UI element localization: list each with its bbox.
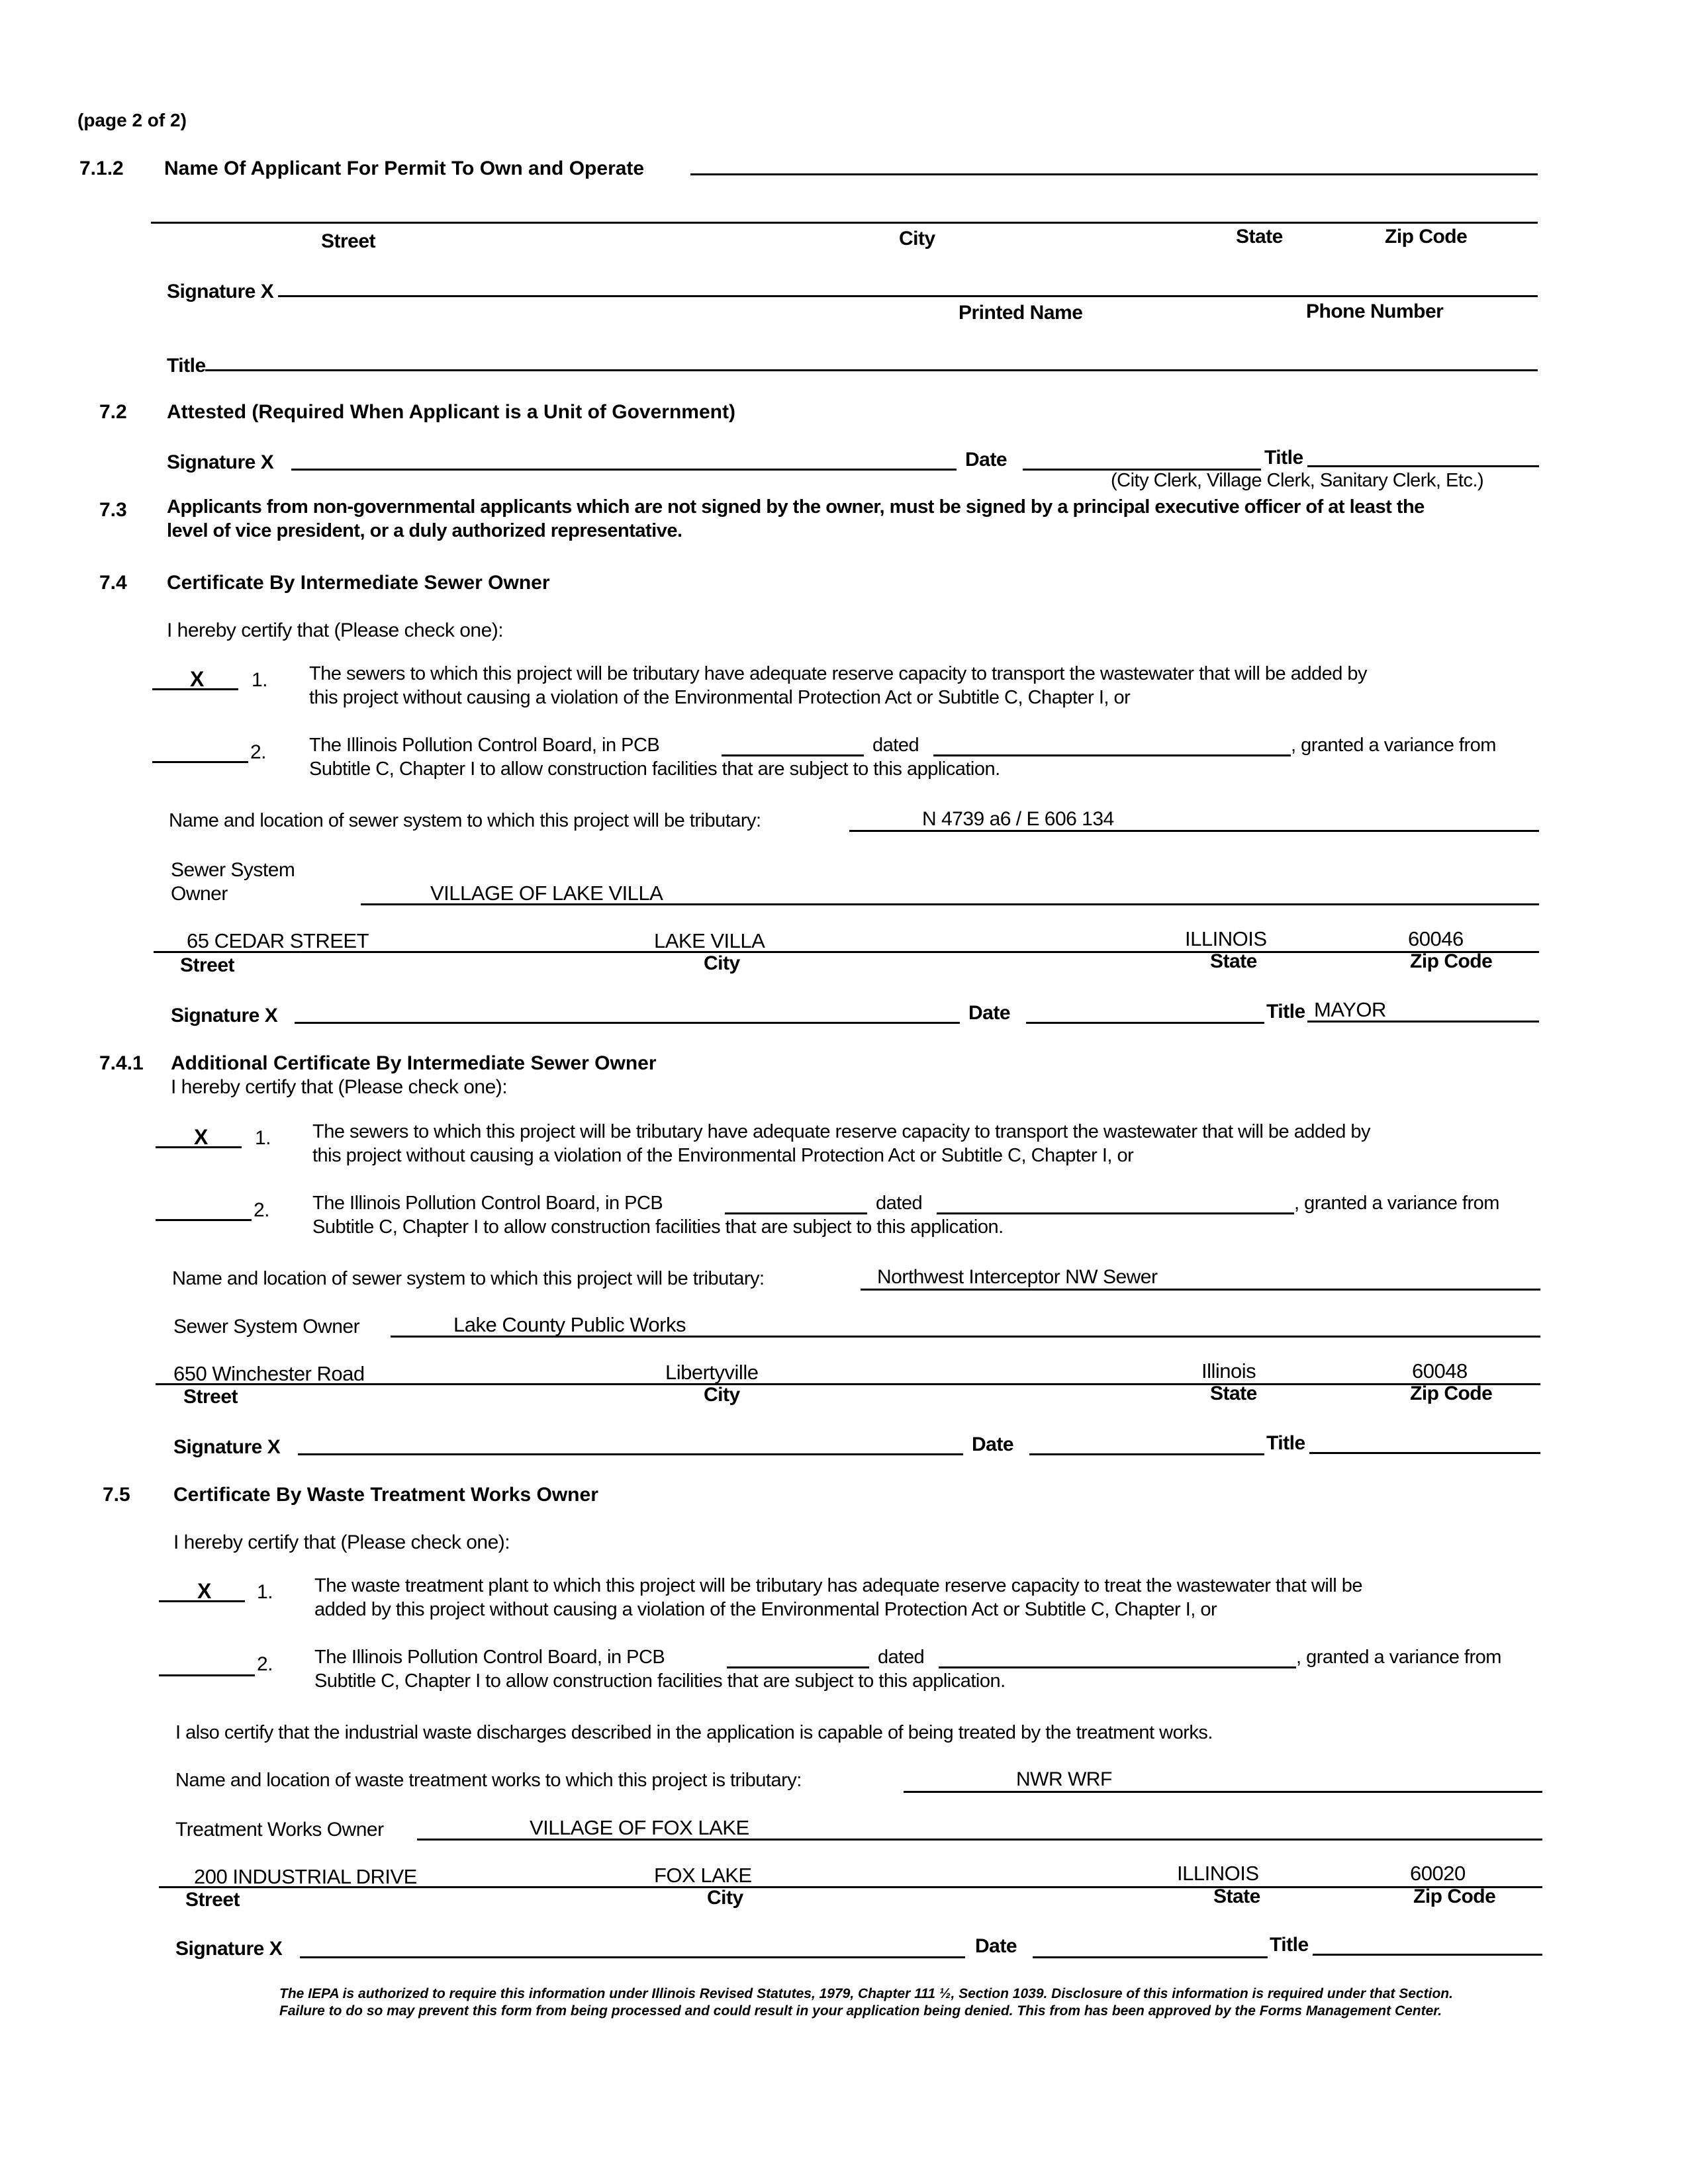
tributary-label: Name and location of sewer system to which this project will be tributary:	[172, 1268, 765, 1289]
zip-value[interactable]: 60046	[1408, 927, 1464, 950]
option2-dated-text: dated	[876, 1193, 923, 1214]
applicant-signature-line[interactable]	[278, 295, 1538, 297]
certify-instruction: I hereby certify that (Please check one):	[167, 619, 504, 641]
signature-label: Signature X	[167, 281, 274, 302]
signature-label: Signature X	[173, 1436, 281, 1458]
street-value[interactable]: 200 INDUSTRIAL DRIVE	[194, 1865, 417, 1888]
option1-text-line2: added by this project without causing a violation of the Environmental Protection Act or Subtitle C, Chapter I, or	[314, 1599, 1217, 1620]
certify-instruction: I hereby certify that (Please check one):	[173, 1531, 510, 1553]
zip-label: Zip Code	[1385, 226, 1468, 248]
section-number-7-2: 7.2	[99, 401, 127, 423]
pcb-date-line[interactable]	[937, 1212, 1294, 1214]
printed-name-label: Printed Name	[959, 302, 1083, 324]
treatment-works-line[interactable]	[904, 1791, 1542, 1793]
section-heading-7-4-1: Additional Certificate By Intermediate Sewer Owner	[171, 1052, 657, 1074]
street-label: Street	[183, 1386, 238, 1408]
state-label: State	[1210, 1383, 1257, 1404]
city-value[interactable]: Libertyville	[665, 1361, 759, 1384]
title-note: (City Clerk, Village Clerk, Sanitary Clerk, Etc.)	[1111, 470, 1484, 491]
signature-label: Signature X	[167, 451, 274, 473]
state-value[interactable]: Illinois	[1201, 1359, 1256, 1383]
treatment-works-value[interactable]: NWR WRF	[1016, 1768, 1112, 1790]
also-certify-text: I also certify that the industrial waste discharges described in the application is capable of being treated by the treatment works.	[175, 1722, 1213, 1743]
section-heading-7-5: Certificate By Waste Treatment Works Owner	[173, 1484, 598, 1506]
signature-label: Signature X	[175, 1938, 283, 1960]
option1-text-line1: The sewers to which this project will be tributary have adequate reserve capacity to transport the wastewater that will be added by	[309, 663, 1368, 684]
date-label: Date	[968, 1002, 1011, 1024]
pcb-date-line[interactable]	[933, 754, 1291, 756]
date-label: Date	[965, 449, 1008, 471]
applicant-title-line[interactable]	[205, 369, 1538, 371]
additional-owner-date-line[interactable]	[1029, 1453, 1264, 1455]
phone-number-label: Phone Number	[1306, 300, 1444, 322]
section-text-7-3-line2: level of vice president, or a duly authorized representative.	[167, 520, 682, 541]
section-heading-7-2: Attested (Required When Applicant is a Unit of Government)	[167, 401, 735, 423]
attested-signature-line[interactable]	[291, 469, 957, 471]
zip-value[interactable]: 60048	[1412, 1359, 1468, 1383]
footer-line1: The IEPA is authorized to require this information under Illinois Revised Statutes, 1979, Chapter 111 ½, Section 1039. Disclosure of this information is required under that Section.	[279, 1986, 1453, 2001]
option2-checkbox-line[interactable]	[159, 1674, 255, 1676]
option2-pcb-text: The Illinois Pollution Control Board, in PCB	[312, 1193, 663, 1214]
section-text-7-3-line1: Applicants from non-governmental applicants which are not signed by the owner, must be signed by a principal executive officer of at least the	[167, 496, 1425, 518]
section-number-7-5: 7.5	[103, 1484, 130, 1506]
street-label: Street	[321, 230, 376, 252]
tributary-value[interactable]: Northwest Interceptor NW Sewer	[877, 1266, 1158, 1288]
title-label: Title	[1264, 447, 1303, 469]
treatment-owner-title-line[interactable]	[1313, 1954, 1542, 1956]
city-value[interactable]: LAKE VILLA	[654, 929, 765, 952]
title-label: Title	[1266, 1432, 1305, 1454]
sewer-owner-value[interactable]: VILLAGE OF LAKE VILLA	[430, 882, 663, 905]
zip-label: Zip Code	[1413, 1886, 1496, 1907]
footer-line2: Failure to do so may prevent this form from being processed and could result in your application being denied. This from has been approved by the Forms Management Center.	[279, 2003, 1442, 2019]
pcb-number-line[interactable]	[722, 754, 864, 756]
option1-number: 1.	[257, 1581, 273, 1603]
option2-number: 2.	[257, 1653, 273, 1675]
state-value[interactable]: ILLINOIS	[1185, 927, 1267, 950]
treatment-owner-label: Treatment Works Owner	[175, 1819, 384, 1841]
option1-text-line1: The sewers to which this project will be tributary have adequate reserve capacity to transport the wastewater that will be added by	[312, 1121, 1371, 1142]
option2-dated-text: dated	[878, 1647, 925, 1668]
option1-check-mark[interactable]: X	[190, 667, 205, 691]
zip-label: Zip Code	[1410, 950, 1493, 972]
title-value[interactable]: MAYOR	[1314, 998, 1386, 1021]
option1-number: 1.	[255, 1127, 271, 1149]
street-label: Street	[180, 954, 235, 976]
page-label: (page 2 of 2)	[77, 110, 187, 130]
treatment-owner-value[interactable]: VILLAGE OF FOX LAKE	[530, 1816, 749, 1839]
option2-variance-text: , granted a variance from	[1296, 1647, 1501, 1668]
date-label: Date	[972, 1433, 1014, 1455]
city-label: City	[704, 952, 740, 974]
pcb-number-line[interactable]	[727, 1666, 869, 1668]
option2-variance-text: , granted a variance from	[1291, 735, 1496, 756]
state-label: State	[1236, 226, 1283, 248]
option2-pcb-text: The Illinois Pollution Control Board, in PCB	[309, 735, 660, 756]
state-value[interactable]: ILLINOIS	[1177, 1862, 1259, 1885]
sewer-owner-label-2: Owner	[171, 883, 228, 905]
treatment-owner-signature-line[interactable]	[300, 1956, 965, 1958]
zip-value[interactable]: 60020	[1410, 1862, 1466, 1885]
option1-check-mark[interactable]: X	[194, 1125, 209, 1149]
section-number-7-4: 7.4	[99, 572, 127, 594]
sewer-owner-label-1: Sewer System	[171, 859, 295, 881]
option2-checkbox-line[interactable]	[152, 761, 248, 763]
city-value[interactable]: FOX LAKE	[654, 1864, 752, 1887]
option2-variance-text: , granted a variance from	[1294, 1193, 1499, 1214]
attested-title-line[interactable]	[1307, 465, 1539, 467]
section-number-7-3: 7.3	[99, 499, 127, 521]
option2-pcb-text: The Illinois Pollution Control Board, in PCB	[314, 1647, 665, 1668]
date-label: Date	[975, 1935, 1017, 1957]
title-label: Title	[1270, 1934, 1309, 1956]
option2-text-line2: Subtitle C, Chapter I to allow construction facilities that are subject to this application.	[314, 1670, 1006, 1692]
tributary-label: Name and location of sewer system to which this project will be tributary:	[169, 810, 761, 831]
title-label: Title	[1266, 1001, 1305, 1023]
option1-text-line2: this project without causing a violation of the Environmental Protection Act or Subtitle C, Chapter I, or	[312, 1145, 1134, 1166]
zip-label: Zip Code	[1410, 1383, 1493, 1404]
sewer-owner-label: Sewer System Owner	[173, 1316, 360, 1338]
pcb-date-line[interactable]	[939, 1666, 1296, 1668]
signature-label: Signature X	[171, 1005, 278, 1026]
applicant-address-line[interactable]	[151, 222, 1538, 224]
section-heading-7-1-2: Name Of Applicant For Permit To Own and Operate	[164, 158, 645, 179]
option2-checkbox-line[interactable]	[156, 1219, 252, 1221]
option2-dated-text: dated	[872, 735, 919, 756]
option2-number: 2.	[254, 1199, 270, 1221]
option2-number: 2.	[250, 741, 267, 763]
section-heading-7-4: Certificate By Intermediate Sewer Owner	[167, 572, 550, 594]
city-label: City	[704, 1384, 740, 1406]
option2-text-line2: Subtitle C, Chapter I to allow construction facilities that are subject to this application.	[312, 1216, 1004, 1238]
street-label: Street	[185, 1889, 240, 1911]
street-value[interactable]: 65 CEDAR STREET	[187, 929, 369, 952]
sewer-owner-value[interactable]: Lake County Public Works	[453, 1313, 686, 1336]
additional-owner-title-line[interactable]	[1309, 1452, 1540, 1454]
title-label: Title	[167, 355, 206, 377]
city-label: City	[707, 1887, 743, 1909]
treatment-works-label: Name and location of waste treatment works to which this project is tributary:	[175, 1770, 802, 1791]
state-label: State	[1213, 1886, 1260, 1907]
additional-owner-signature-line[interactable]	[298, 1453, 963, 1455]
option1-text-line1: The waste treatment plant to which this project will be tributary has adequate reserve capacity to treat the wastewater that will be	[314, 1575, 1362, 1596]
tributary-line[interactable]	[861, 1289, 1540, 1291]
certify-instruction: I hereby certify that (Please check one):	[171, 1076, 508, 1098]
treatment-owner-date-line[interactable]	[1033, 1956, 1268, 1958]
option2-text-line2: Subtitle C, Chapter I to allow construction facilities that are subject to this application.	[309, 758, 1000, 780]
state-label: State	[1210, 950, 1257, 972]
pcb-number-line[interactable]	[725, 1212, 867, 1214]
section-number-7-4-1: 7.4.1	[99, 1052, 144, 1074]
applicant-name-line[interactable]	[690, 173, 1538, 175]
tributary-value[interactable]: N 4739 a6 / E 606 134	[922, 808, 1114, 830]
sewer-owner-signature-line[interactable]	[295, 1022, 960, 1024]
option1-check-mark[interactable]: X	[197, 1579, 212, 1603]
street-value[interactable]: 650 Winchester Road	[173, 1362, 365, 1385]
sewer-owner-date-line[interactable]	[1026, 1022, 1264, 1024]
section-number-7-1-2: 7.1.2	[79, 158, 124, 179]
option1-text-line2: this project without causing a violation of the Environmental Protection Act or Subtitle C, Chapter I, or	[309, 687, 1131, 708]
tributary-line[interactable]	[849, 830, 1539, 832]
option1-number: 1.	[252, 669, 268, 691]
city-label: City	[899, 228, 935, 250]
